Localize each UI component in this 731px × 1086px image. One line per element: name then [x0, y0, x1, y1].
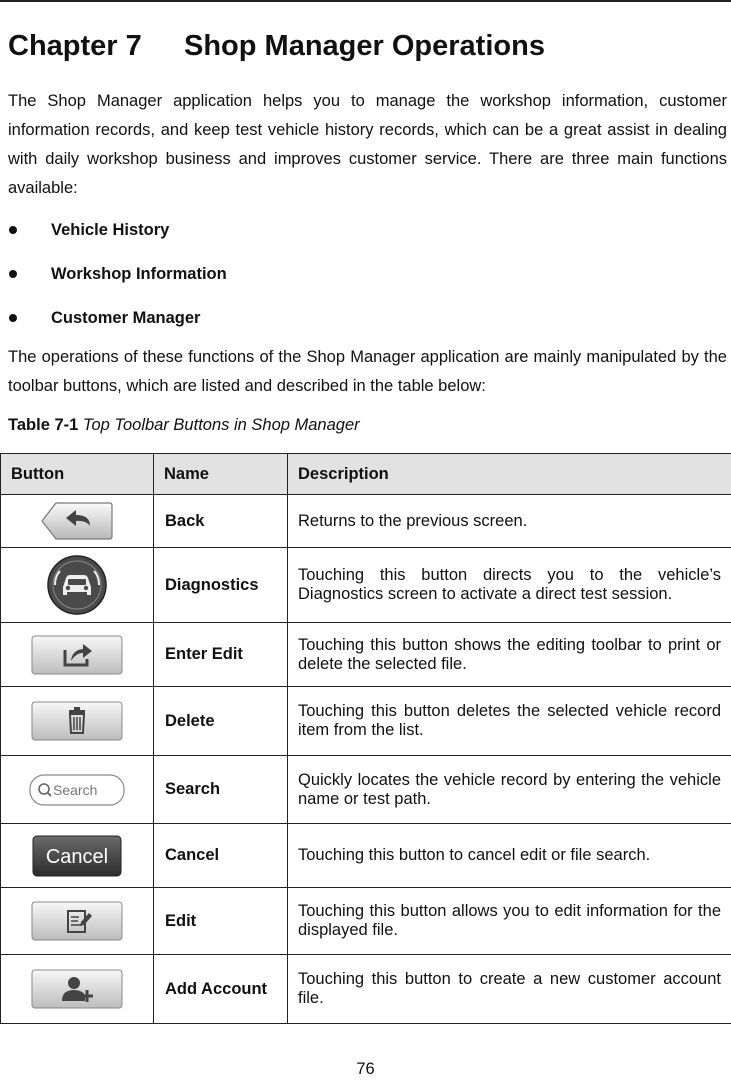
- toolbar-paragraph: The operations of these functions of the Shop Manager application are mainly manipulated by the toolbar buttons, which are listed and described in the table below:: [8, 348, 727, 395]
- row-name: Add Account: [154, 955, 288, 1024]
- cancel-button-icon: [32, 835, 122, 877]
- row-name: Cancel: [154, 824, 288, 888]
- table-row: [1, 495, 731, 548]
- header-button: Button: [1, 454, 154, 495]
- table-row: [1, 955, 731, 1024]
- table-row: [1, 824, 731, 888]
- table-caption-label: Table 7-1: [8, 416, 79, 434]
- list-item: [8, 303, 227, 347]
- search-field-icon: [29, 774, 125, 806]
- add-account-icon: [31, 969, 123, 1009]
- top-rule: [0, 0, 731, 2]
- edit-note-icon: [31, 901, 123, 941]
- row-description: Touching this button directs you to the vehicle’s Diagnostics screen to activate a direct test session.: [288, 548, 731, 623]
- row-description: Touching this button deletes the selected vehicle record item from the list.: [288, 687, 731, 756]
- bullet-icon: [9, 270, 17, 278]
- row-description: Touching this button allows you to edit information for the displayed file.: [288, 888, 731, 955]
- intro-paragraph: The Shop Manager application helps you to manage the workshop information, customer information records, and keep test vehicle history records, which can be a great assist in dealing with daily workshop business and improves customer service. There are three main functions available:: [8, 92, 727, 197]
- row-name: Back: [154, 495, 288, 548]
- row-description: Touching this button to create a new customer account file.: [288, 955, 731, 1024]
- list-item-label: Vehicle History: [51, 221, 170, 239]
- function-list: [8, 215, 227, 347]
- table-row: [1, 623, 731, 687]
- cancel-label: Cancel: [45, 845, 109, 868]
- header-name: Name: [154, 454, 288, 495]
- page-number: 76: [356, 1060, 375, 1078]
- table-caption: [8, 416, 360, 435]
- table-row: [1, 548, 731, 623]
- list-item: [8, 215, 227, 259]
- chapter-heading: [8, 30, 545, 63]
- chapter-title: Shop Manager Operations: [184, 30, 545, 62]
- bullet-icon: [9, 314, 17, 322]
- diagnostics-car-icon: [46, 554, 108, 616]
- list-item-label: Workshop Information: [51, 265, 227, 283]
- row-name: Enter Edit: [154, 623, 288, 687]
- table-header-row: [1, 454, 731, 495]
- row-name: Diagnostics: [154, 548, 288, 623]
- row-description: Quickly locates the vehicle record by entering the vehicle name or test path.: [288, 756, 731, 824]
- row-name: Search: [154, 756, 288, 824]
- row-name: Delete: [154, 687, 288, 756]
- trash-icon: [31, 701, 123, 741]
- toolbar-table: [0, 453, 731, 1024]
- table-row: [1, 756, 731, 824]
- header-description: Description: [288, 454, 731, 495]
- table-caption-title: Top Toolbar Buttons in Shop Manager: [82, 416, 360, 434]
- table-row: [1, 687, 731, 756]
- chapter-number: Chapter 7: [8, 30, 142, 62]
- table-row: [1, 888, 731, 955]
- list-item-label: Customer Manager: [51, 309, 201, 327]
- bullet-icon: [9, 226, 17, 234]
- search-placeholder: Search: [53, 781, 98, 798]
- list-item: [8, 259, 227, 303]
- row-description: Touching this button to cancel edit or file search.: [288, 824, 731, 888]
- row-description: Touching this button shows the editing toolbar to print or delete the selected file.: [288, 623, 731, 687]
- row-description: Returns to the previous screen.: [288, 495, 731, 548]
- row-name: Edit: [154, 888, 288, 955]
- share-arrow-icon: [31, 635, 123, 675]
- back-arrow-icon: [40, 501, 114, 541]
